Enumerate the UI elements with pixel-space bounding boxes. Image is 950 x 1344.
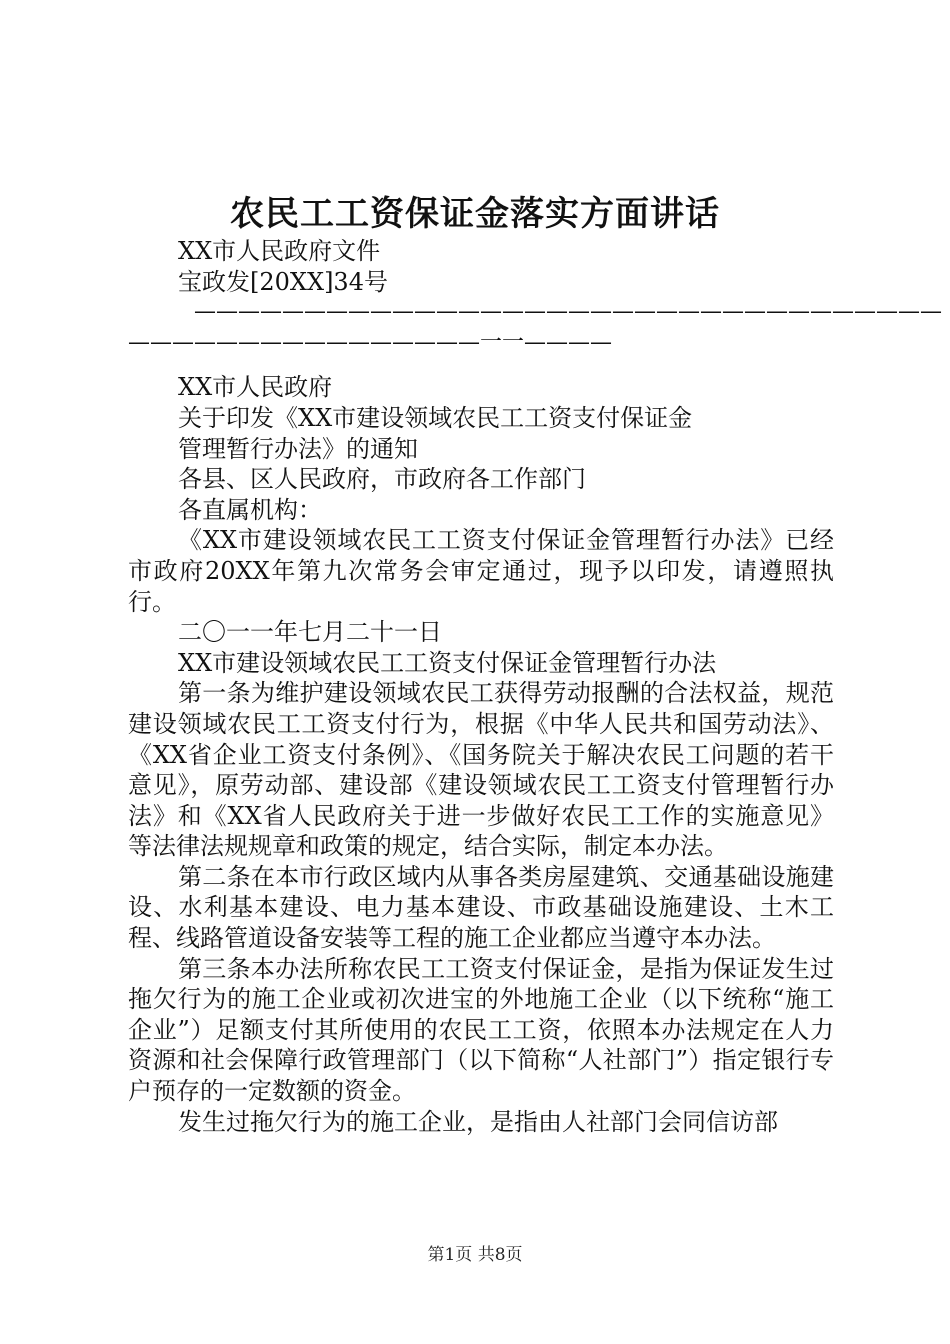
notice-subject-line-2: 管理暂行办法》的通知 — [178, 434, 418, 463]
document-title: 农民工工资保证金落实方面讲话 — [230, 194, 720, 234]
notice-recipients-line-2: 各直属机构： — [178, 495, 322, 524]
article-2-paragraph: 第二条在本市行政区域内从事各类房屋建筑、交通基础设施建设、水利基本建设、电力基本建设、市政基础设施建设、土木工程、线路管道设备安装等工程的施工企业都应当遵守本办法。 — [128, 862, 834, 953]
separator-rule-1: —————————————————————————————————— — [194, 299, 942, 325]
separator-rule-2: ————————————————一一———— — [128, 329, 613, 355]
issuer-line: XX市人民政府文件 — [178, 237, 381, 265]
article-3-continuation: 发生过拖欠行为的施工企业，是指由人社部门会同信访部 — [178, 1107, 778, 1136]
article-3-paragraph: 第三条本办法所称农民工工资支付保证金，是指为保证发生过拖欠行为的施工企业或初次进宝的外地施工企业（以下统称“施工企业”）足额支付其所使用的农民工工资，依照本办法规定在人力资源和社会保障行政管理部门（以下简称“人社部门”）指定银行专户预存的一定数额的资金。 — [128, 954, 834, 1106]
notice-sender: XX市人民政府 — [178, 373, 333, 402]
notice-date: 二〇一一年七月二十一日 — [178, 618, 442, 647]
measures-title: XX市建设领域农民工工资支付保证金管理暂行办法 — [178, 648, 717, 677]
article-1-paragraph: 第一条为维护建设领域农民工获得劳动报酬的合法权益，规范建设领域农民工工资支付行为，根据《中华人民共和国劳动法》、《XX省企业工资支付条例》、《国务院关于解决农民工问题的若干意见》，原劳动部、建设部《建设领域农民工工资支付管理暂行办法》和《XX省人民政府关于进一步做好农民工工作的实施意见》等法律法规规章和政策的规定，结合实际，制定本办法。 — [128, 679, 834, 861]
notice-subject-line-1: 关于印发《XX市建设领域农民工工资支付保证金 — [178, 403, 693, 432]
notice-body-paragraph: 《XX市建设领域农民工工资支付保证金管理暂行办法》已经市政府20XX年第九次常务会审定通过，现予以印发，请遵照执行。 — [128, 526, 834, 616]
page-number-footer: 第1页 共8页 — [427, 1245, 523, 1265]
doc-number-line: 宝政发[20XX]34号 — [178, 267, 388, 296]
notice-recipients-line-1: 各县、区人民政府，市政府各工作部门 — [178, 465, 586, 494]
document-body — [128, 236, 942, 1137]
spacer — [128, 358, 834, 372]
